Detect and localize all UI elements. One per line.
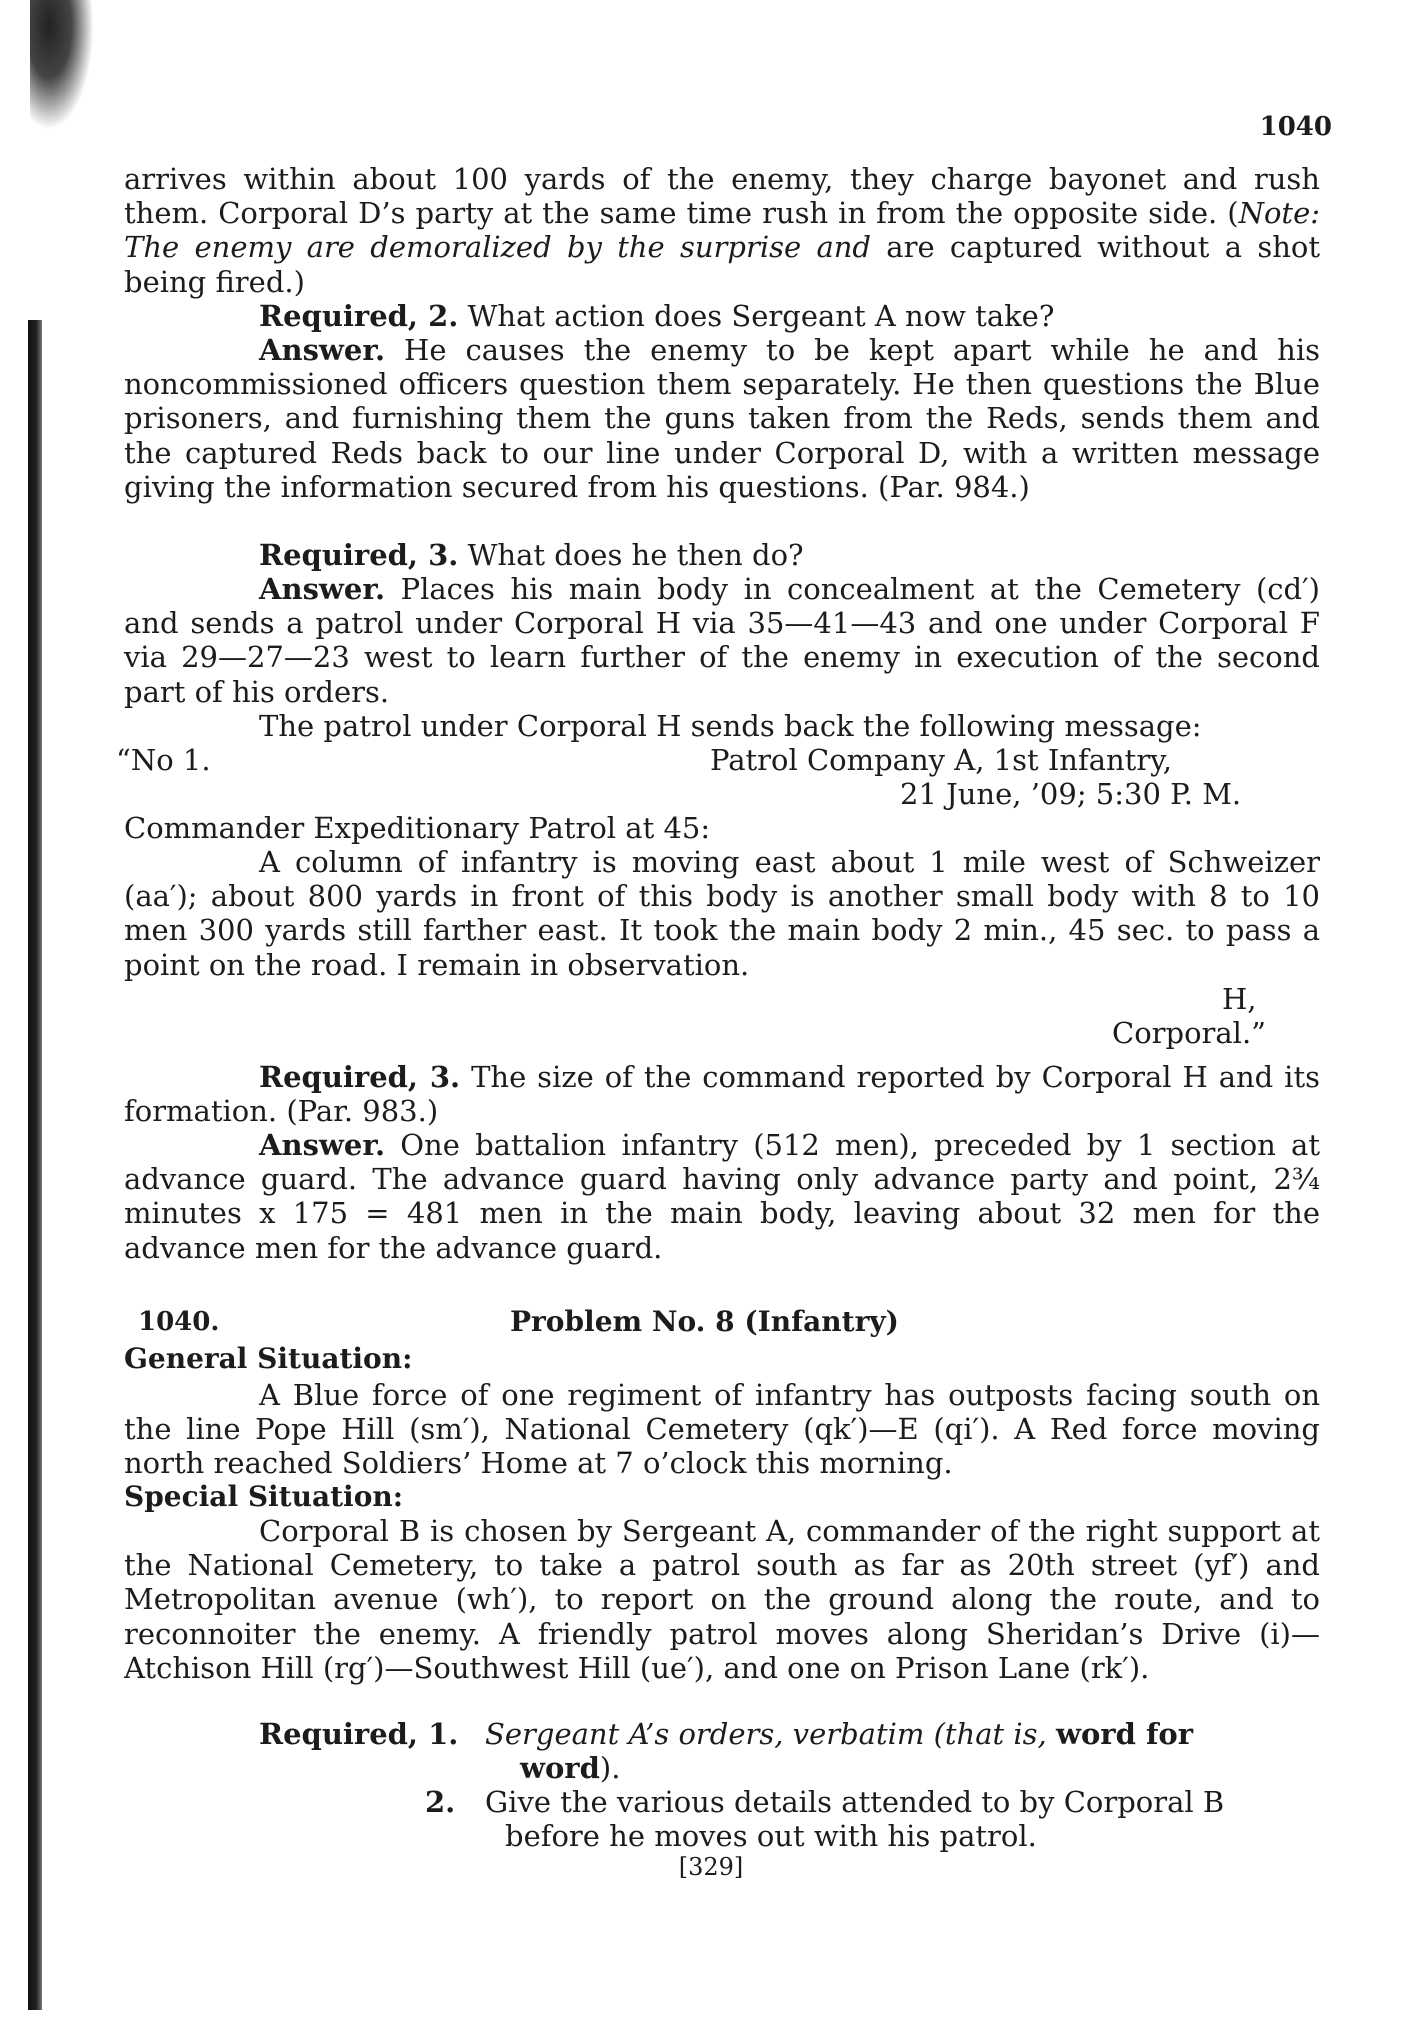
running-head: 1040 xyxy=(1259,112,1332,142)
message-date: 21 June, ’09; 5:30 P. M. xyxy=(900,777,1242,811)
required-2: Required, 2. What action does Sergeant A now take? xyxy=(259,299,1055,333)
scan-edge-top xyxy=(30,0,94,130)
special-situation-heading: Special Situation: xyxy=(124,1480,404,1513)
general-situation-heading: General Situation: xyxy=(124,1342,413,1375)
answer-3b: Answer. One battalion infantry (512 men), preceded by 1 section at advance guard. The advance guard having only advance party and point, 2¾ minutes x 175 = 481 men in the main body, leaving about 32 men for the advance men for the advance guard. xyxy=(124,1128,1320,1265)
required-3b: Required, 3. The size of the command reported by Corporal H and its formation. (Par. 983.) xyxy=(124,1060,1320,1129)
message-signature-rank: Corporal.” xyxy=(1112,1016,1267,1050)
section-number: 1040. xyxy=(138,1307,220,1337)
required-final-num-2: 2. xyxy=(425,1785,456,1819)
required-final-item-2-cont: before he moves out with his patrol. xyxy=(505,1819,1037,1853)
required-final-item-2: Give the various details attended to by Corporal B xyxy=(485,1785,1225,1819)
general-situation-text: A Blue force of one regiment of infantry has outposts facing south on the line Pope Hill (sm′), National Cemetery (qk′)—E (qi′). A Red force moving north reached Soldiers’ Home at 7 o’clock this morning. xyxy=(124,1378,1320,1481)
section-title: Problem No. 8 (Infantry) xyxy=(510,1305,899,1338)
page-folio: [329] xyxy=(678,1853,744,1881)
required-final-item-1-cont: word). xyxy=(520,1751,621,1785)
required-final-item-1: Sergeant A’s orders, verbatim (that is, word for xyxy=(485,1717,1194,1751)
message-intro: The patrol under Corporal H sends back the following message: xyxy=(259,709,1202,743)
message-from: Patrol Company A, 1st Infantry, xyxy=(710,743,1172,777)
paragraph-continuation: arrives within about 100 yards of the enemy, they charge bayonet and rush them. Corporal D’s party at the same time rush in from the opposite side. (Note: The enemy are demoralized by the surprise and are captured without a shot being fired.) xyxy=(124,162,1320,299)
scan-edge-left xyxy=(28,320,42,2010)
required-final-label: Required, 1. xyxy=(259,1717,459,1751)
required-3a: Required, 3. What does he then do? xyxy=(259,538,804,572)
message-signature-initial: H, xyxy=(1222,982,1257,1016)
special-situation-text: Corporal B is chosen by Sergeant A, commander of the right support at the National Cemetery, to take a patrol south as far as 20th street (yf′) and Metropolitan avenue (wh′), to report on the ground along the route, and to reconnoiter the enemy. A friendly patrol moves along Sheridan’s Drive (i)—Atchison Hill (rg′)—Southwest Hill (ue′), and one on Prison Lane (rk′). xyxy=(124,1514,1320,1685)
message-number: “No 1. xyxy=(116,743,211,777)
answer-3a: Answer. Places his main body in concealment at the Cemetery (cd′) and sends a patrol under Corporal H via 35—41—43 and one under Corporal F via 29—27—23 west to learn further of the enemy in execution of the second part of his orders. xyxy=(124,572,1320,709)
message-body: A column of infantry is moving east about 1 mile west of Schweizer (aa′); about 800 yards in front of this body is another small body with 8 to 10 men 300 yards still farther east. It took the main body 2 min., 45 sec. to pass a point on the road. I remain in observation. xyxy=(124,845,1320,982)
message-to: Commander Expeditionary Patrol at 45: xyxy=(124,811,711,845)
answer-2: Answer. He causes the enemy to be kept apart while he and his noncommissioned officers question them separately. He then questions the Blue prisoners, and furnishing them the guns taken from the Reds, sends them and the captured Reds back to our line under Corporal D, with a written message giving the information secured from his questions. (Par. 984.) xyxy=(124,333,1320,504)
